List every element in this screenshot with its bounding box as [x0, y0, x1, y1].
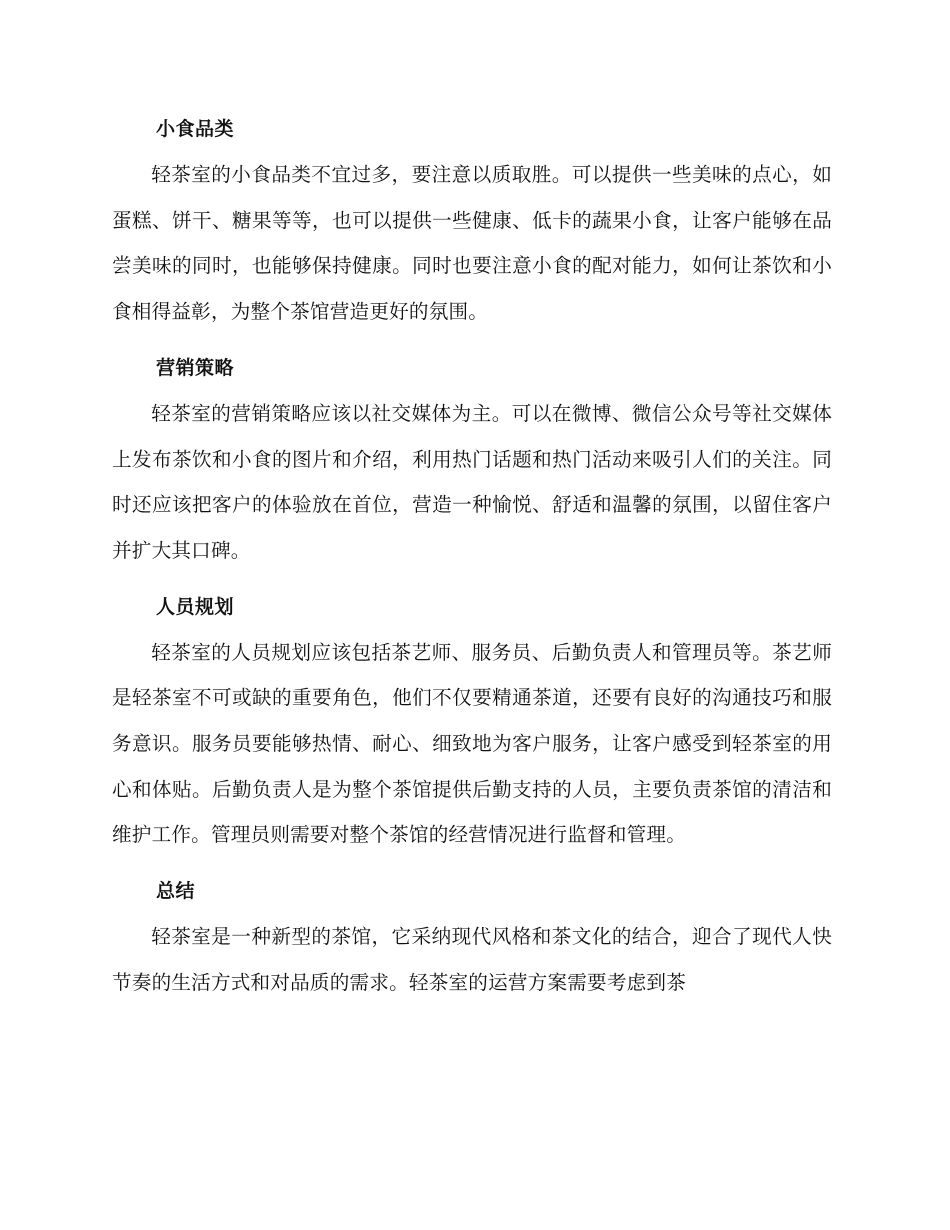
section-summary: [112, 868, 832, 1005]
document-content: [112, 106, 832, 1016]
section-heading: 总结: [156, 880, 196, 903]
section-paragraph: 轻茶室的营销策略应该以社交媒体为主。可以在微博、微信公众号等社交媒体上发布茶饮和小食的图片和介绍，利用热门话题和热门活动来吸引人们的关注。同时还应该把客户的体验放在首位，营造一种愉悦、舒适和温馨的氛围，以留住客户并扩大其口碑。: [112, 401, 832, 562]
section-marketing: [112, 345, 832, 574]
section-heading: 人员规划: [156, 595, 235, 618]
section-heading: 营销策略: [156, 356, 235, 379]
section-paragraph: 轻茶室的小食品类不宜过多，要注意以质取胜。可以提供一些美味的点心，如蛋糕、饼干、糖果等等，也可以提供一些健康、低卡的蔬果小食，让客户能够在品尝美味的同时，也能够保持健康。同时也要注意小食的配对能力，如何让茶饮和小食相得益彰，为整个茶馆营造更好的氛围。: [112, 163, 832, 324]
section-snacks: [112, 106, 832, 335]
section-paragraph: 轻茶室的人员规划应该包括茶艺师、服务员、后勤负责人和管理员等。茶艺师是轻茶室不可或缺的重要角色，他们不仅要精通茶道，还要有良好的沟通技巧和服务意识。服务员要能够热情、耐心、细致地为客户服务，让客户感受到轻茶室的用心和体贴。后勤负责人是为整个茶馆提供后勤支持的人员，主要负责茶馆的清洁和维护工作。管理员则需要对整个茶馆的经营情况进行监督和管理。: [112, 640, 832, 847]
section-staffing: [112, 584, 832, 859]
section-heading: 小食品类: [156, 118, 235, 140]
section-paragraph: 轻茶室是一种新型的茶馆，它采纳现代风格和茶文化的结合，迎合了现代人快节奏的生活方式和对品质的需求。轻茶室的运营方案需要考虑到茶: [112, 925, 832, 994]
